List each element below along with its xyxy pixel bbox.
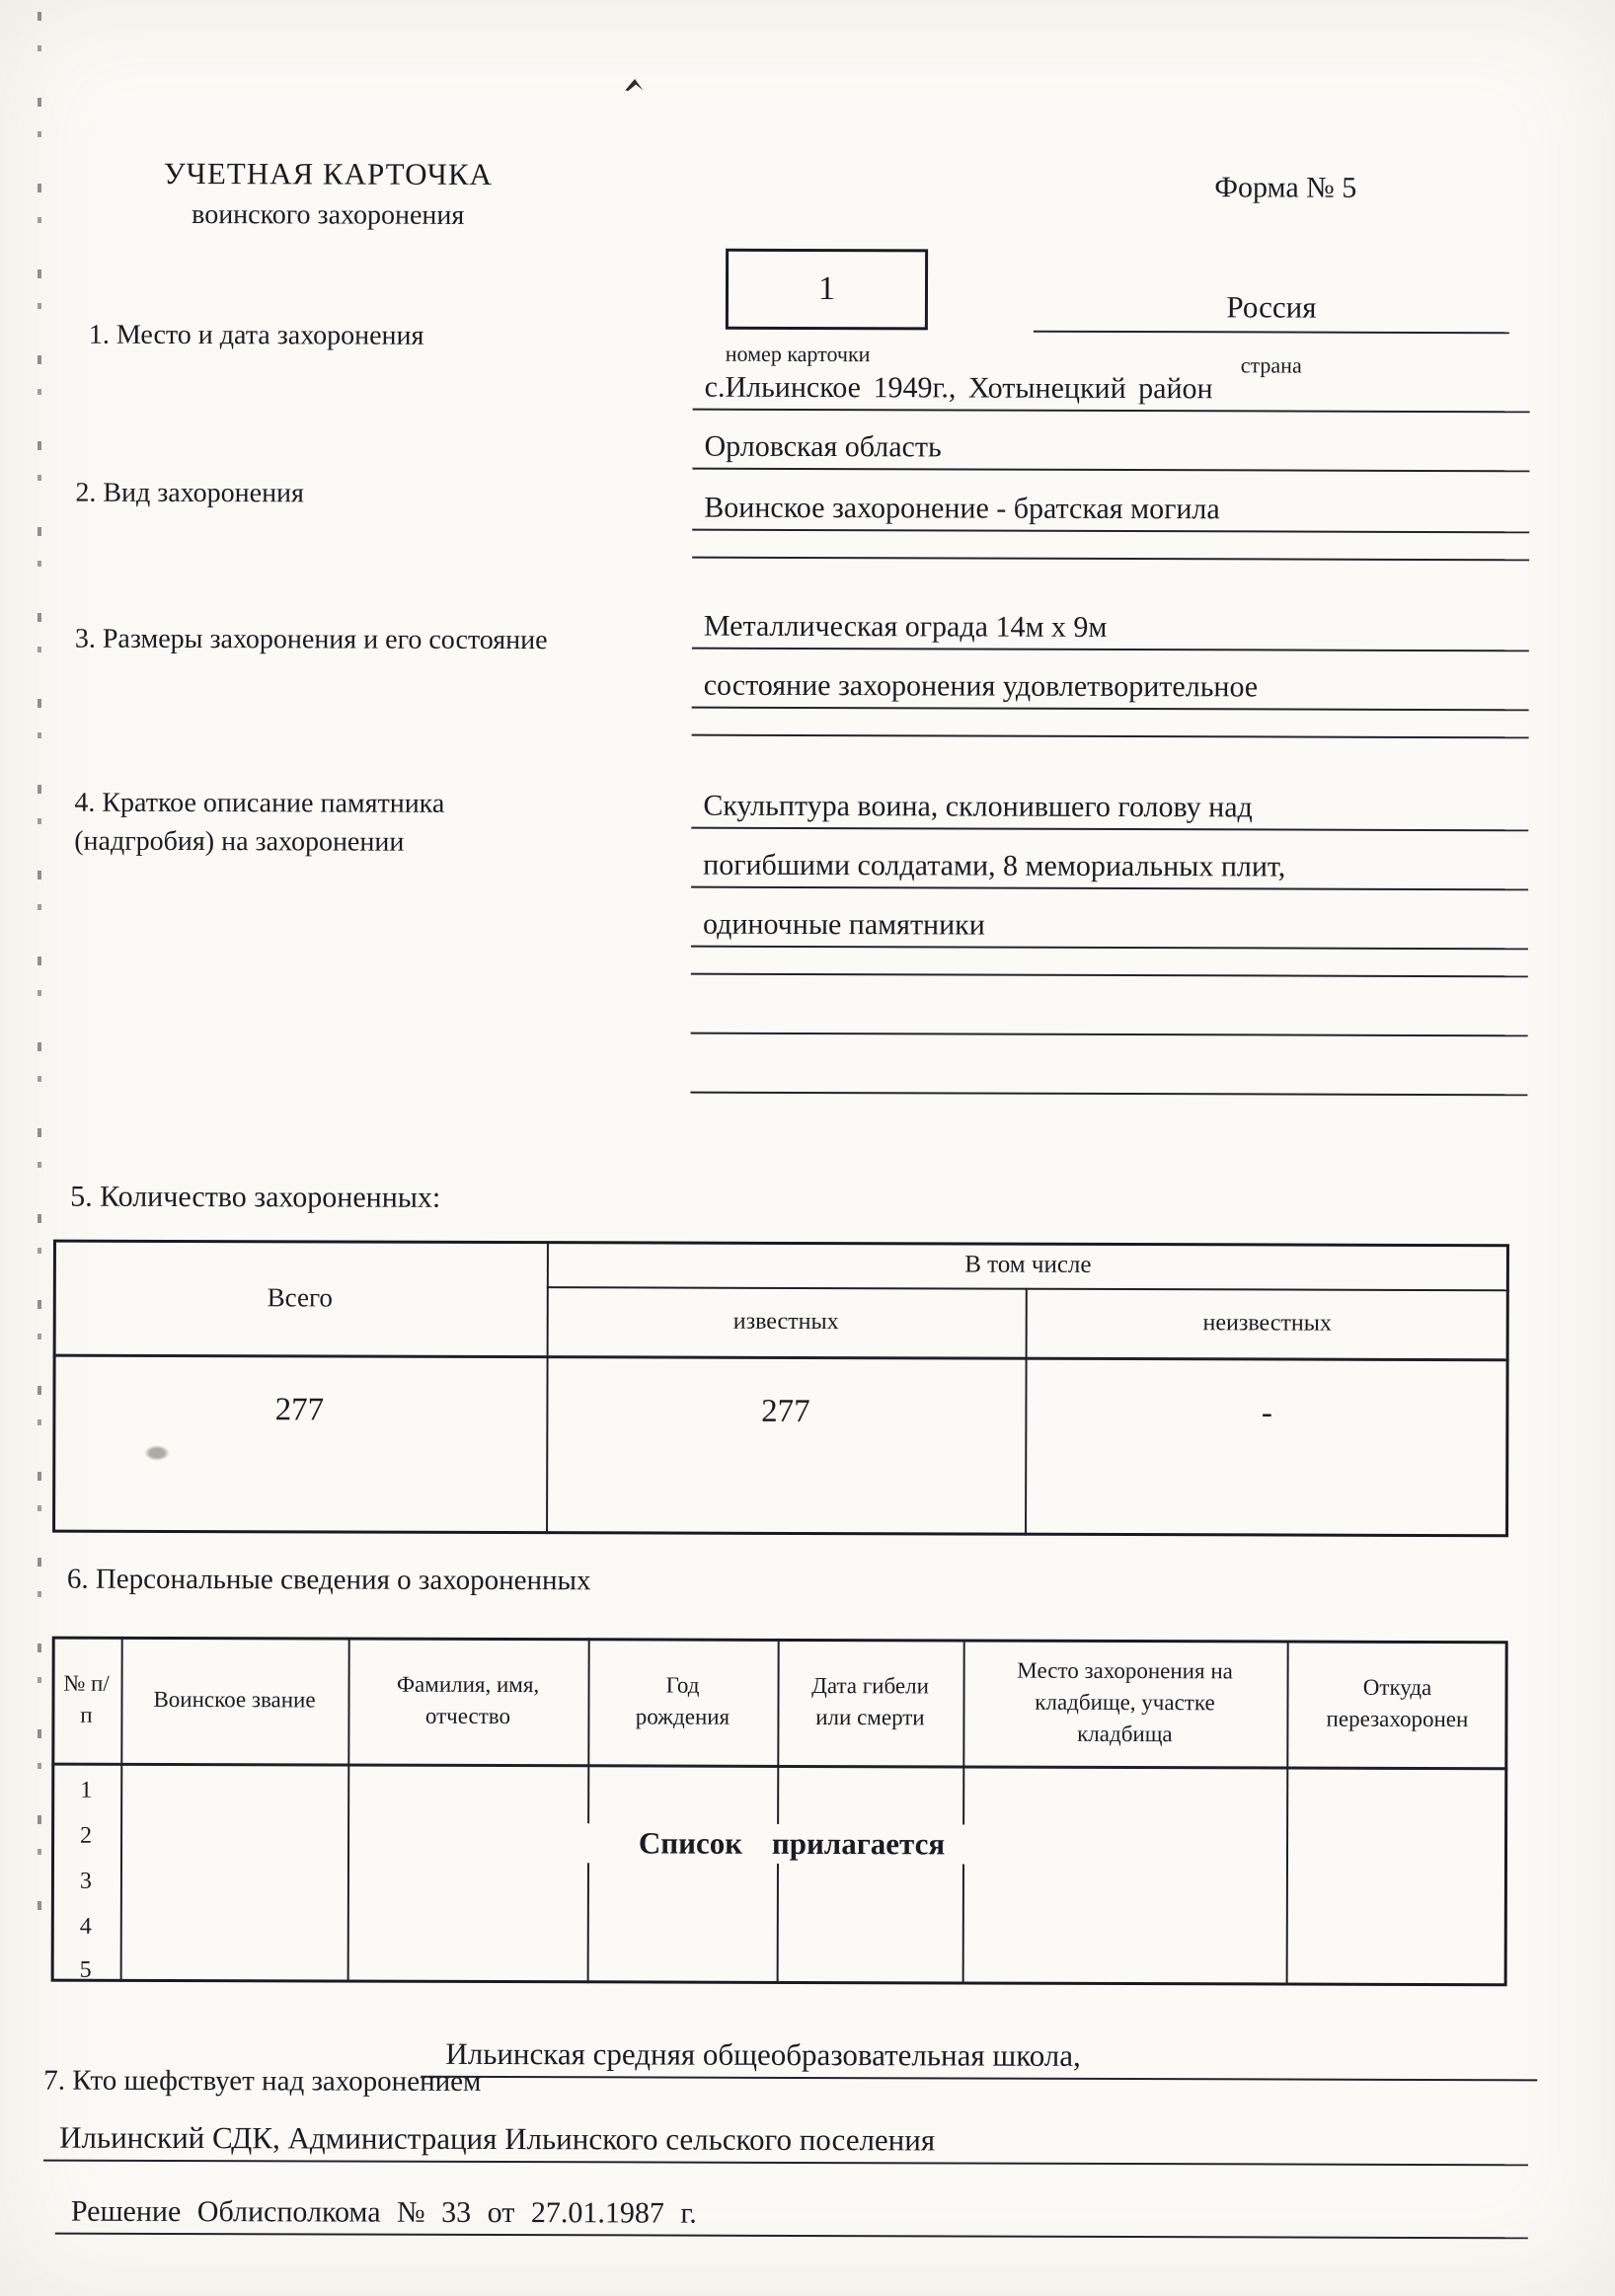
personnel-header-rank: Воинское звание <box>153 1686 316 1713</box>
custody-line2: Ильинский СДК, Администрация Ильинского сельского поселения <box>43 2120 1528 2167</box>
personnel-row-number: 1 <box>80 1777 93 1803</box>
counts-header-total: Всего <box>267 1281 333 1312</box>
counts-total-value: 277 <box>274 1391 325 1427</box>
size-line1: Металлическая ограда 14м х 9м <box>692 610 1529 652</box>
counts-known-value: 277 <box>761 1393 810 1429</box>
personnel-header-grave-place: Место захоронения на кладбище, участке кладбища <box>1017 1657 1233 1747</box>
form-number: Форма № 5 <box>1214 171 1357 204</box>
personnel-header-reburied-from: Откуда перезахоронен <box>1326 1674 1469 1732</box>
blank-field-line <box>692 553 1529 562</box>
personnel-note: Список прилагается <box>579 1823 1004 1864</box>
personnel-row-number: 4 <box>79 1913 92 1940</box>
section2-label: 2. Вид захоронения <box>75 477 304 509</box>
country-field: Россия <box>1034 289 1509 335</box>
personnel-row-number: 2 <box>80 1822 93 1849</box>
size-line2: состояние захоронения удовлетворительное <box>692 669 1529 712</box>
section5-label: 5. Количество захороненных: <box>70 1180 441 1214</box>
personnel-row-number: 5 <box>79 1956 92 1983</box>
custody-line1: Ильинская средняя общеобразовательная школа, <box>421 2036 1537 2082</box>
form-title-line1: УЧЕТНАЯ КАРТОЧКА <box>163 155 494 191</box>
monument-line3: одиночные памятники <box>691 908 1528 951</box>
custody-line3: Решение Облисполкома № 33 от 27.01.1987 г. <box>55 2195 1528 2240</box>
blank-field-line <box>690 1088 1527 1097</box>
place-date-line1: с.Ильинское 1949г., Хотынецкий район <box>693 371 1530 414</box>
blank-field-line <box>691 1029 1528 1037</box>
card-number-caption: номер карточки <box>725 341 871 367</box>
blank-field-line <box>691 969 1528 978</box>
section4-label: 4. Краткое описание памятника (надгробия) на захоронении <box>74 787 445 858</box>
personnel-header-num: № п/п <box>63 1670 110 1727</box>
section7-label: 7. Кто шефствует над захоронением <box>43 2064 482 2098</box>
personnel-header-birth-year: Год рождения <box>635 1672 731 1729</box>
personnel-header-name: Фамилия, имя, отчество <box>396 1671 540 1729</box>
form-title-line2: воинского захоронения <box>192 199 465 231</box>
counts-header-known: известных <box>732 1308 839 1335</box>
card-number-value: 1 <box>817 270 836 308</box>
monument-line1: Скульптура воина, склонившего голову над <box>691 790 1528 832</box>
place-date-line2: Орловская область <box>692 430 1529 473</box>
counts-header-including: В том числе <box>964 1251 1092 1278</box>
card-number-box <box>726 249 928 331</box>
country-caption: страна <box>1240 352 1302 378</box>
section1-label: 1. Место и дата захоронения <box>88 319 424 351</box>
section3-label: 3. Размеры захоронения и его состояние <box>74 623 548 656</box>
burial-type-line: Воинское захоронение - братская могила <box>692 492 1529 534</box>
counts-header-unknown: неизвестных <box>1202 1309 1332 1337</box>
personnel-row-number: 3 <box>79 1868 92 1894</box>
monument-line2: погибшими солдатами, 8 мемориальных плит, <box>691 849 1528 891</box>
counts-unknown-value: - <box>1261 1394 1272 1430</box>
personnel-header-death-date: Дата гибели или смерти <box>811 1672 929 1730</box>
form-title <box>150 156 505 232</box>
blank-field-line <box>692 730 1529 739</box>
section6-label: 6. Персональные сведения о захороненных <box>66 1563 591 1597</box>
